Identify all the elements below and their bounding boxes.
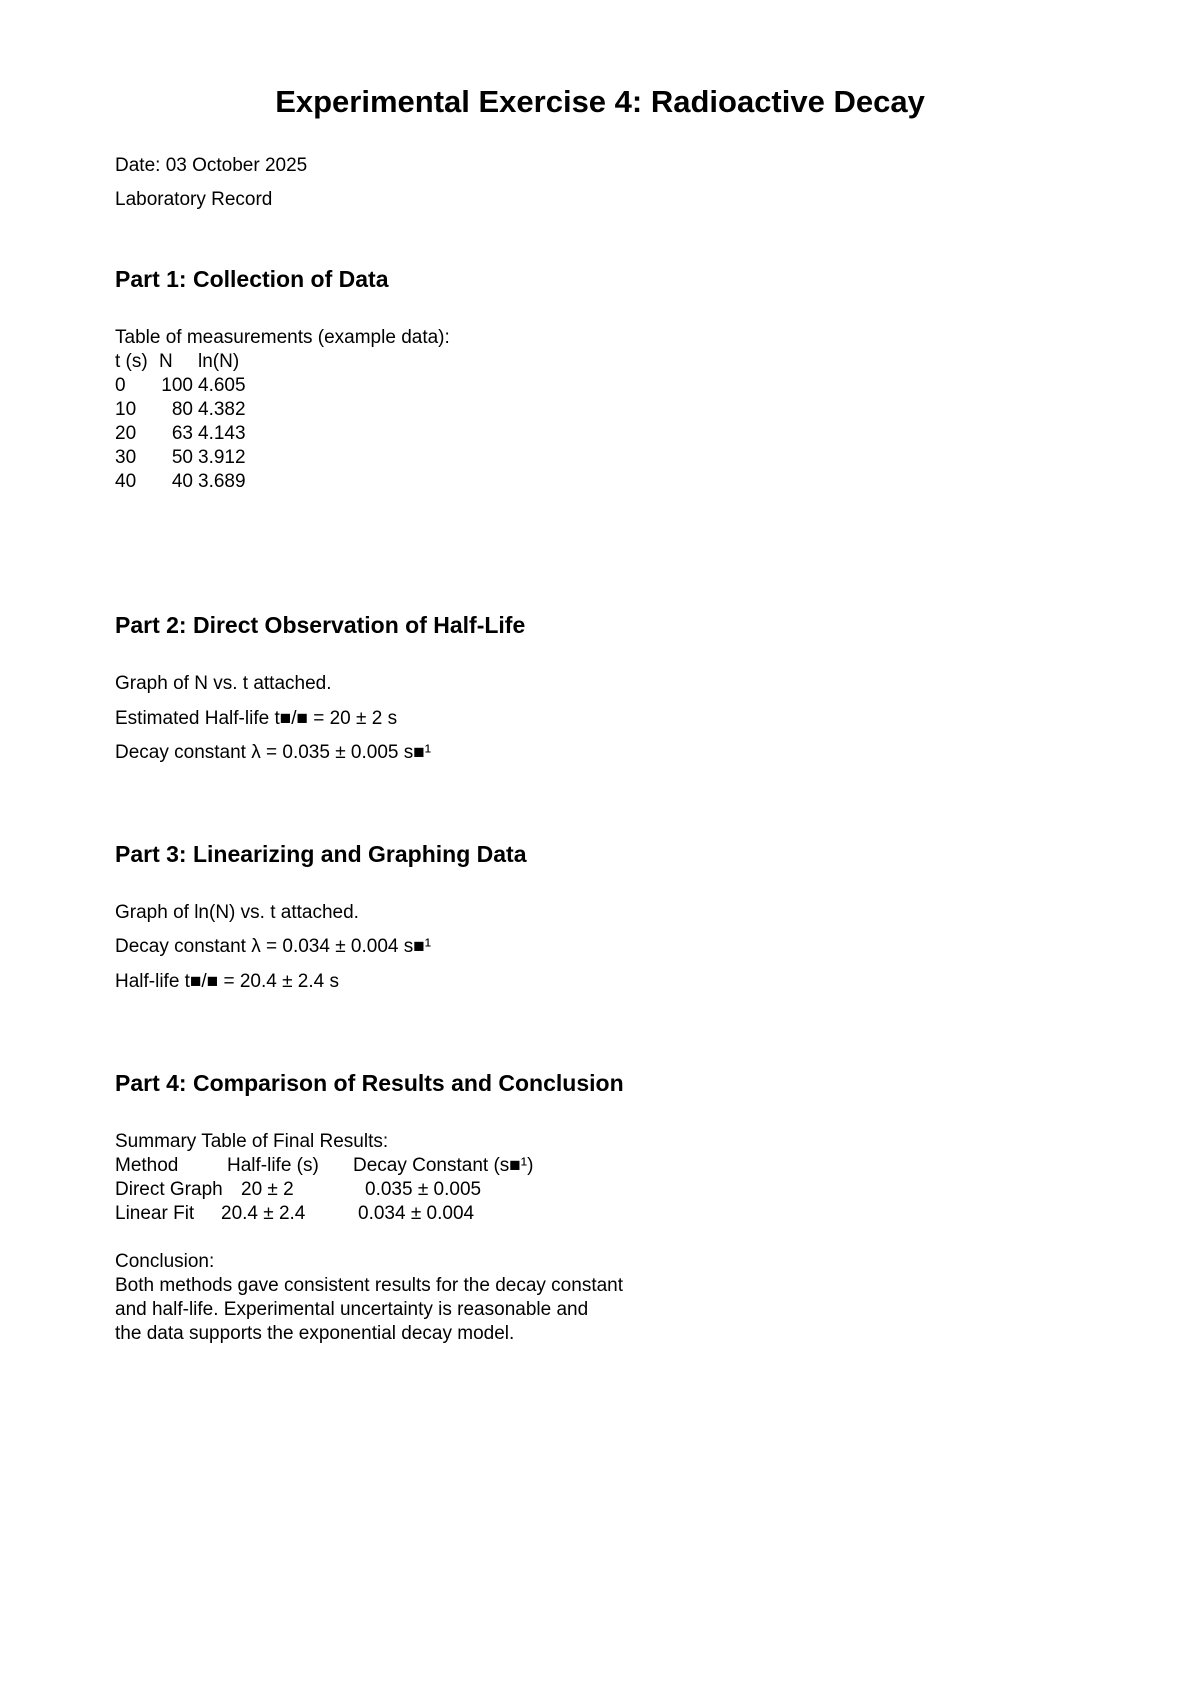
header-ln: ln(N) <box>198 351 240 372</box>
header-method: Method <box>115 1155 179 1176</box>
measurements-caption: Table of measurements (example data): <box>115 327 450 348</box>
conclusion-line: Both methods gave consistent results for the decay constant <box>115 1275 624 1296</box>
part2-heading: Part 2: Direct Observation of Half-Life <box>115 612 526 638</box>
part2-half-life: Estimated Half-life t■/■ = 20 ± 2 s <box>115 708 398 729</box>
cell-t: 30 <box>115 447 137 468</box>
cell-ln: 4.605 <box>198 375 246 396</box>
summary-caption: Summary Table of Final Results: <box>115 1131 389 1152</box>
cell-n: 80 <box>171 399 193 420</box>
record-line: Laboratory Record <box>115 189 273 210</box>
cell-ln: 4.143 <box>198 423 246 444</box>
cell-t: 20 <box>115 423 137 444</box>
cell-decay-constant: 0.035 ± 0.005 <box>365 1179 482 1200</box>
conclusion-line: and half-life. Experimental uncertainty is reasonable and <box>115 1299 589 1320</box>
cell-half-life: 20 ± 2 <box>241 1179 294 1200</box>
cell-n: 50 <box>171 447 193 468</box>
header-decay-constant: Decay Constant (s■¹) <box>353 1155 534 1176</box>
part2-decay-constant: Decay constant λ = 0.035 ± 0.005 s■¹ <box>115 742 432 763</box>
header-t: t (s) <box>115 351 148 372</box>
part3-graph-note: Graph of ln(N) vs. t attached. <box>115 902 359 923</box>
part4-heading: Part 4: Comparison of Results and Conclusion <box>115 1070 624 1096</box>
header-n: N <box>159 351 173 372</box>
part2-graph-note: Graph of N vs. t attached. <box>115 673 332 694</box>
cell-method: Linear Fit <box>115 1203 195 1224</box>
cell-half-life: 20.4 ± 2.4 <box>221 1203 306 1224</box>
cell-t: 0 <box>115 375 126 396</box>
conclusion-line: the data supports the exponential decay model. <box>115 1323 515 1344</box>
cell-decay-constant: 0.034 ± 0.004 <box>358 1203 475 1224</box>
document-title: Experimental Exercise 4: Radioactive Decay <box>275 84 925 119</box>
cell-t: 10 <box>115 399 137 420</box>
part3-heading: Part 3: Linearizing and Graphing Data <box>115 841 527 867</box>
cell-method: Direct Graph <box>115 1179 223 1200</box>
cell-t: 40 <box>115 471 137 492</box>
conclusion-text <box>115 1274 623 1346</box>
part3-decay-constant: Decay constant λ = 0.034 ± 0.004 s■¹ <box>115 936 432 957</box>
cell-n: 63 <box>171 423 193 444</box>
cell-n: 40 <box>171 471 193 492</box>
header-half-life: Half-life (s) <box>227 1155 319 1176</box>
cell-ln: 3.689 <box>198 471 246 492</box>
part1-heading: Part 1: Collection of Data <box>115 266 389 292</box>
part3-half-life: Half-life t■/■ = 20.4 ± 2.4 s <box>115 971 340 992</box>
cell-ln: 3.912 <box>198 447 246 468</box>
conclusion-label: Conclusion: <box>115 1251 215 1272</box>
cell-ln: 4.382 <box>198 399 246 420</box>
date-line: Date: 03 October 2025 <box>115 155 308 176</box>
cell-n: 100 <box>161 375 193 396</box>
